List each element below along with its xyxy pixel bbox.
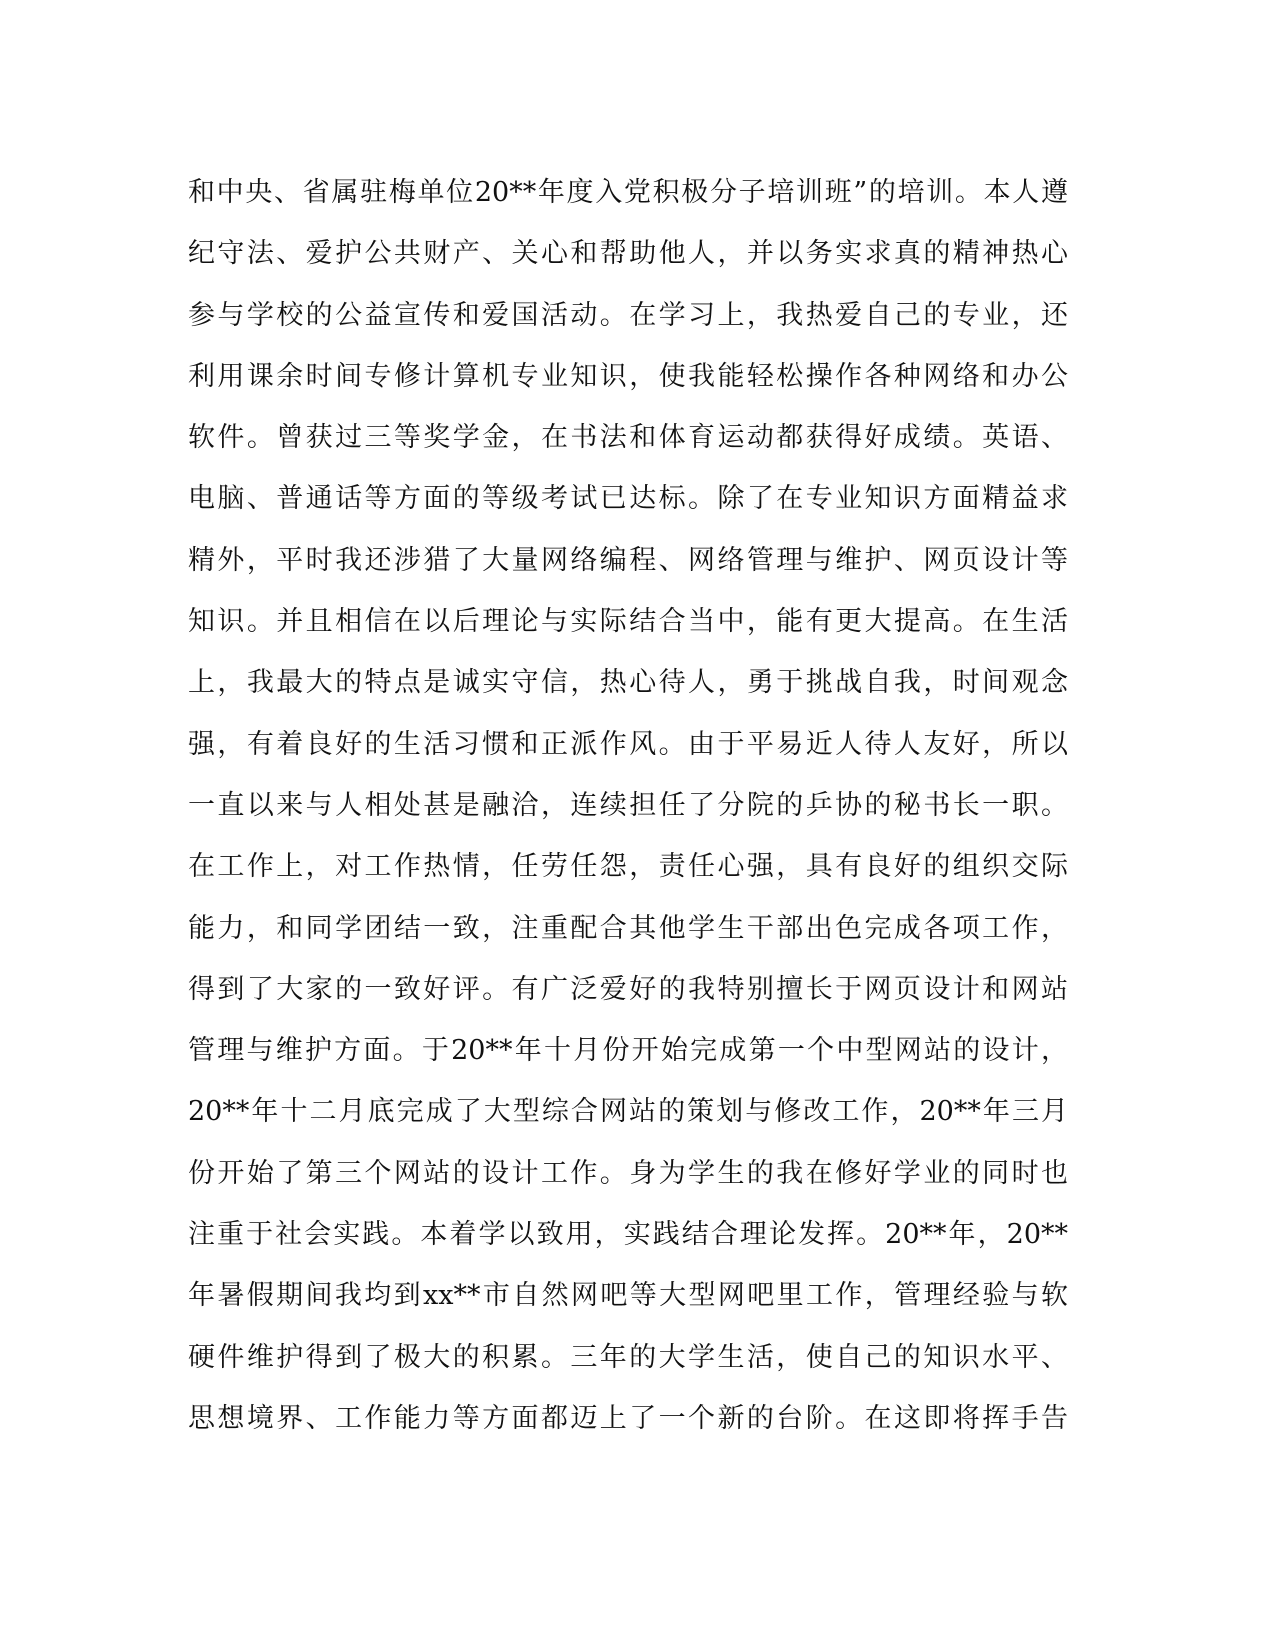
text-line: 纪守法、爱护公共财产、关心和帮助他人，并以务实求真的精神热心 bbox=[188, 238, 1068, 270]
body-paragraph bbox=[188, 162, 1068, 1449]
text-line: 精外，平时我还涉猎了大量网络编程、网络管理与维护、网页设计等 bbox=[188, 544, 1068, 576]
text-line: 年暑假期间我均到xx**市自然网吧等大型网吧里工作，管理经验与软 bbox=[188, 1280, 1068, 1312]
text-line: 知识。并且相信在以后理论与实际结合当中，能有更大提高。在生活 bbox=[188, 606, 1068, 638]
text-line: 电脑、普通话等方面的等级考试已达标。除了在专业知识方面精益求 bbox=[188, 483, 1068, 515]
text-line: 在工作上，对工作热情，任劳任怨，责任心强，具有良好的组织交际 bbox=[188, 851, 1068, 883]
text-line: 份开始了第三个网站的设计工作。身为学生的我在修好学业的同时也 bbox=[188, 1157, 1068, 1189]
text-line: 强，有着良好的生活习惯和正派作风。由于平易近人待人友好，所以 bbox=[188, 728, 1068, 760]
text-line: 硬件维护得到了极大的积累。三年的大学生活，使自己的知识水平、 bbox=[188, 1341, 1068, 1373]
text-line: 参与学校的公益宣传和爱国活动。在学习上，我热爱自己的专业，还 bbox=[188, 299, 1068, 331]
text-line: 利用课余时间专修计算机专业知识，使我能轻松操作各种网络和办公 bbox=[188, 360, 1068, 392]
text-line: 注重于社会实践。本着学以致用，实践结合理论发挥。20**年，20** bbox=[188, 1219, 1068, 1251]
text-line: 管理与维护方面。于20**年十月份开始完成第一个中型网站的设计， bbox=[188, 1035, 1068, 1067]
text-line: 20**年十二月底完成了大型综合网站的策划与修改工作，20**年三月 bbox=[188, 1096, 1068, 1128]
text-line: 软件。曾获过三等奖学金，在书法和体育运动都获得好成绩。英语、 bbox=[188, 422, 1068, 454]
text-line: 和中央、省属驻梅单位20**年度入党积极分子培训班”的培训。本人遵 bbox=[188, 177, 1068, 208]
text-line: 上，我最大的特点是诚实守信，热心待人，勇于挑战自我，时间观念 bbox=[188, 667, 1068, 699]
text-line: 一直以来与人相处甚是融洽，连续担任了分院的乒协的秘书长一职。 bbox=[188, 789, 1068, 821]
text-line: 思想境界、工作能力等方面都迈上了一个新的台阶。在这即将挥手告 bbox=[188, 1402, 1068, 1434]
text-line: 得到了大家的一致好评。有广泛爱好的我特别擅长于网页设计和网站 bbox=[188, 973, 1068, 1005]
text-line: 能力，和同学团结一致，注重配合其他学生干部出色完成各项工作， bbox=[188, 912, 1068, 944]
